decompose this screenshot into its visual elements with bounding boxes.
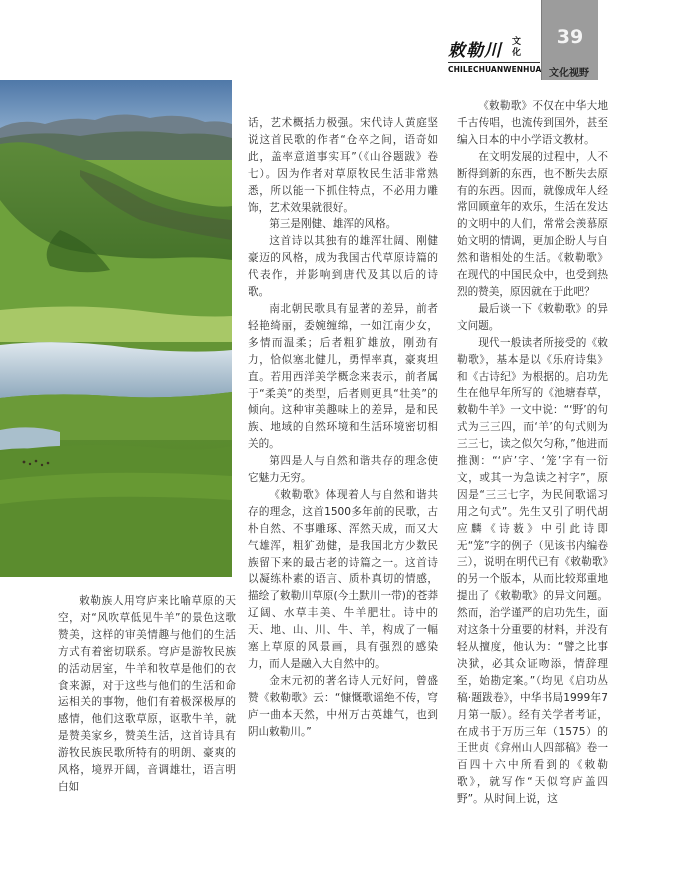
- logo-english: CHILECHUANWENHUA: [448, 65, 542, 74]
- page-number: 39: [556, 26, 584, 48]
- section-heading-4: 第四是人与自然和谐共存的理念使它魅力无穷。: [248, 455, 438, 485]
- logo-subtitle: 文化: [512, 37, 522, 58]
- paragraph: 金末元初的著名诗人元好问，曾盛赞《敕勒歌》云：“慷慨歌谣绝不传，穹庐一曲本天然，中州万古英雄气，也到阴山敕勒川。”: [248, 674, 438, 738]
- paragraph: 现代一般读者所接受的《敕勒歌》，基本是以《乐府诗集》和《古诗纪》为根据的。启功先生在他早年所写的《池塘春草，敕勒牛羊》一文中说：“‘野’的句式为三三四，而‘羊’的句式则为三三七，读之似欠匀称，”他进而推测：“‘庐’字、‘笼’字有一衍文，或其一为急读之衬字”，原因是“三三七字，为民间歌谣习用之句式”。先生又引了明代胡应麟《诗薮》中引此诗即无“笼”字的例子（见该书内编卷三），说明在明代已有《敕勒歌》的另一个版本，从而比较郑重地提出了《敕勒歌》的异文问题。然而，治学谨严的启功先生，面对这条十分重要的材料，并没有轻从擅度，他认为：“譬之比事决狱，必其众证吻添，情辞理至，始勘定案。”（均见《启功丛稿·题跋卷》，中华书局1999年7月第一版）。经有关学者考证，在成书于万历三年（1575）的王世贞《弇州山人四部稿》卷一百四十六中所看到的《敕勒歌》，就写作“天似穹庐盖四野”。从时间上说，这: [457, 336, 608, 806]
- logo-title: 敕勒川: [448, 41, 502, 61]
- paragraph: 这首诗以其独有的雄浑壮阔、刚健豪迈的风格，成为我国古代草原诗篇的代表作，并影响到唐代及其以后的诗歌。: [248, 235, 438, 299]
- paragraph: 最后谈一下《敕勒歌》的异文问题。: [457, 302, 608, 332]
- grassland-photo: [0, 80, 232, 577]
- paragraph: 话，艺术概括力极强。宋代诗人黄庭坚说这首民歌的作者“仓卒之间，语奇如此，盖率意道事实耳”（《山谷题跋》卷七）。因为作者对草原牧民生活非常熟悉，所以能一下抓住特点，不必用力雕饰，艺术效果就很好。: [248, 117, 438, 214]
- paragraph: 《敕勒歌》体现着人与自然和谐共存的理念，这首1500多年前的民歌，古朴自然、不事雕琢、浑然天成，而又大气雄浑，粗犷劲健，是我国北方少数民族留下来的最古老的诗篇之一。这首诗以凝练朴素的语言、质朴真切的情感，描绘了敕勒川草原(今土默川一带)的苍莽辽阔、水草丰美、牛羊肥壮。诗中的天、地、山、川、牛、羊，构成了一幅塞上草原的风景画，具有强烈的感染力，而人是融入大自然中的。: [248, 488, 438, 670]
- magazine-logo: [448, 36, 540, 80]
- section-heading-3: 第三是刚健、雄浑的风格。: [269, 218, 397, 231]
- paragraph: 敕勒族人用穹庐来比喻草原的天空，对“风吹草低见牛羊”的景色这歌赞美，这样的审美情趣与他们的生活方式有着密切联系。穹庐是游牧民族的活动居室，牛羊和牧草是他们的衣食来源，对于这些与他们的生活和命运相关的事物，他们有着极深极厚的感情，他们这歌草原，讴歌牛羊，就是赞美家乡，赞美生活，这首诗具有游牧民族民歌所特有的明朗、豪爽的风格，境界开阔，音调雄壮，语言明白如: [58, 595, 236, 793]
- paragraph: 《敕勒歌》不仅在中华大地千古传唱，也流传到国外，甚至编入日本的中小学语文教材。: [457, 100, 608, 146]
- grassland-illustration: [0, 80, 232, 577]
- paragraph: 南北朝民歌具有显著的差异，前者轻艳绮丽，委婉缠绵，一如江南少女，多情而温柔；后者粗犷雄放，刚劲有力，恰似塞北健儿，勇悍率真，豪爽坦直。若用西洋美学概念来表示，前者属于“柔美”的类型，后者则更具“壮美”的倾向。这种审美趣味上的差异，是和民族、地域的自然环境和生活环境密切相关的。: [248, 302, 438, 451]
- text-column-3: [457, 98, 608, 808]
- section-label: 文化视野: [549, 68, 589, 79]
- logo-divider: [448, 62, 540, 63]
- text-column-2: [248, 115, 438, 741]
- paragraph: 在文明发展的过程中，人不断得到新的东西，也不断失去原有的东西。因而，就像成年人经常回顾童年的欢乐，生活在发达的文明中的人们，常常会羡慕原始文明的情调，更加企盼人与自然和谐相处的生活。《敕勒歌》在现代的中国民众中，也受到热烈的赞美，原因就在于此吧？: [457, 150, 608, 298]
- text-column-1: [58, 593, 236, 796]
